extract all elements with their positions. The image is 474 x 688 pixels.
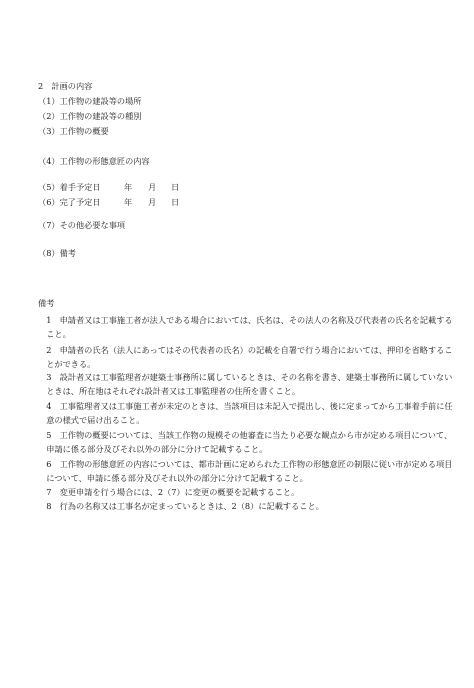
note-line: について、申請に係る部分及びそれ以外の部分に分けて記載すること。 (38, 473, 308, 483)
note-line: 2 申請者の氏名（法人にあってはその代表者の氏名）の記載を自署で行う場合においては、押印を省略するこ (38, 345, 453, 355)
note-line: 6 工作物の形態意匠の内容については、都市計画に定められた工作物の形態意匠の制限に従い市が定める項目 (38, 459, 453, 469)
start-date-label: （5）着手予定日 (38, 182, 101, 192)
start-date-month: 月 (148, 182, 157, 192)
end-date-year: 年 (124, 197, 133, 207)
note-line: 4 工事監理者又は工事施工者が未定のときは、当該項目は未記入で提出し、後に定まってから工事着手前に任 (38, 401, 453, 411)
note-line: 8 行為の名称又は工事名が定まっているときは、2（8）に記載すること。 (38, 501, 324, 511)
plan-item-other: （7）その他必要な事項 (38, 220, 126, 230)
note-line: とができる。 (38, 359, 96, 369)
note-line: こと。 (38, 329, 71, 339)
plan-heading: 2 計画の内容 (38, 81, 93, 91)
note-line: 7 変更申請を行う場合には、2（7）に変更の概要を記載すること。 (38, 487, 300, 497)
note-line: 1 申請者又は工事施工者が法人である場合においては、氏名は、その法人の名称及び代表者の氏名を記載する (38, 315, 453, 325)
end-date-label: （6）完了予定日 (38, 197, 101, 207)
plan-item-design: （4）工作物の形態意匠の内容 (38, 156, 150, 166)
note-line: ときは、所在地はそれぞれ設計者又は工事監理者の住所を書くこと。 (38, 386, 301, 396)
start-date-row (38, 183, 238, 193)
note-line: 5 工作物の概要については、当該工作物の規模その他審査に当たり必要な観点から市が定める項目について、 (38, 430, 453, 440)
plan-item-remarks: （8）備考 (38, 248, 76, 258)
plan-item-overview: （3）工作物の概要 (38, 126, 109, 136)
note-line: 申請に係る部分及びそれ以外の部分に分けて記載すること。 (38, 444, 268, 454)
note-line: 意の様式で届け出ること。 (38, 415, 145, 425)
start-date-year: 年 (124, 182, 133, 192)
end-date-day: 日 (171, 197, 180, 207)
start-date-day: 日 (171, 182, 180, 192)
notes-heading: 備考 (38, 298, 55, 308)
end-date-month: 月 (148, 197, 157, 207)
note-line: 3 設計者又は工事監理者が建築士事務所に属しているときは、その名称を書き、建築士事務所に属していない (38, 372, 453, 382)
plan-item-location: （1）工作物の建設等の場所 (38, 96, 142, 106)
plan-item-type: （2）工作物の建設等の種別 (38, 111, 142, 121)
end-date-row (38, 198, 238, 208)
